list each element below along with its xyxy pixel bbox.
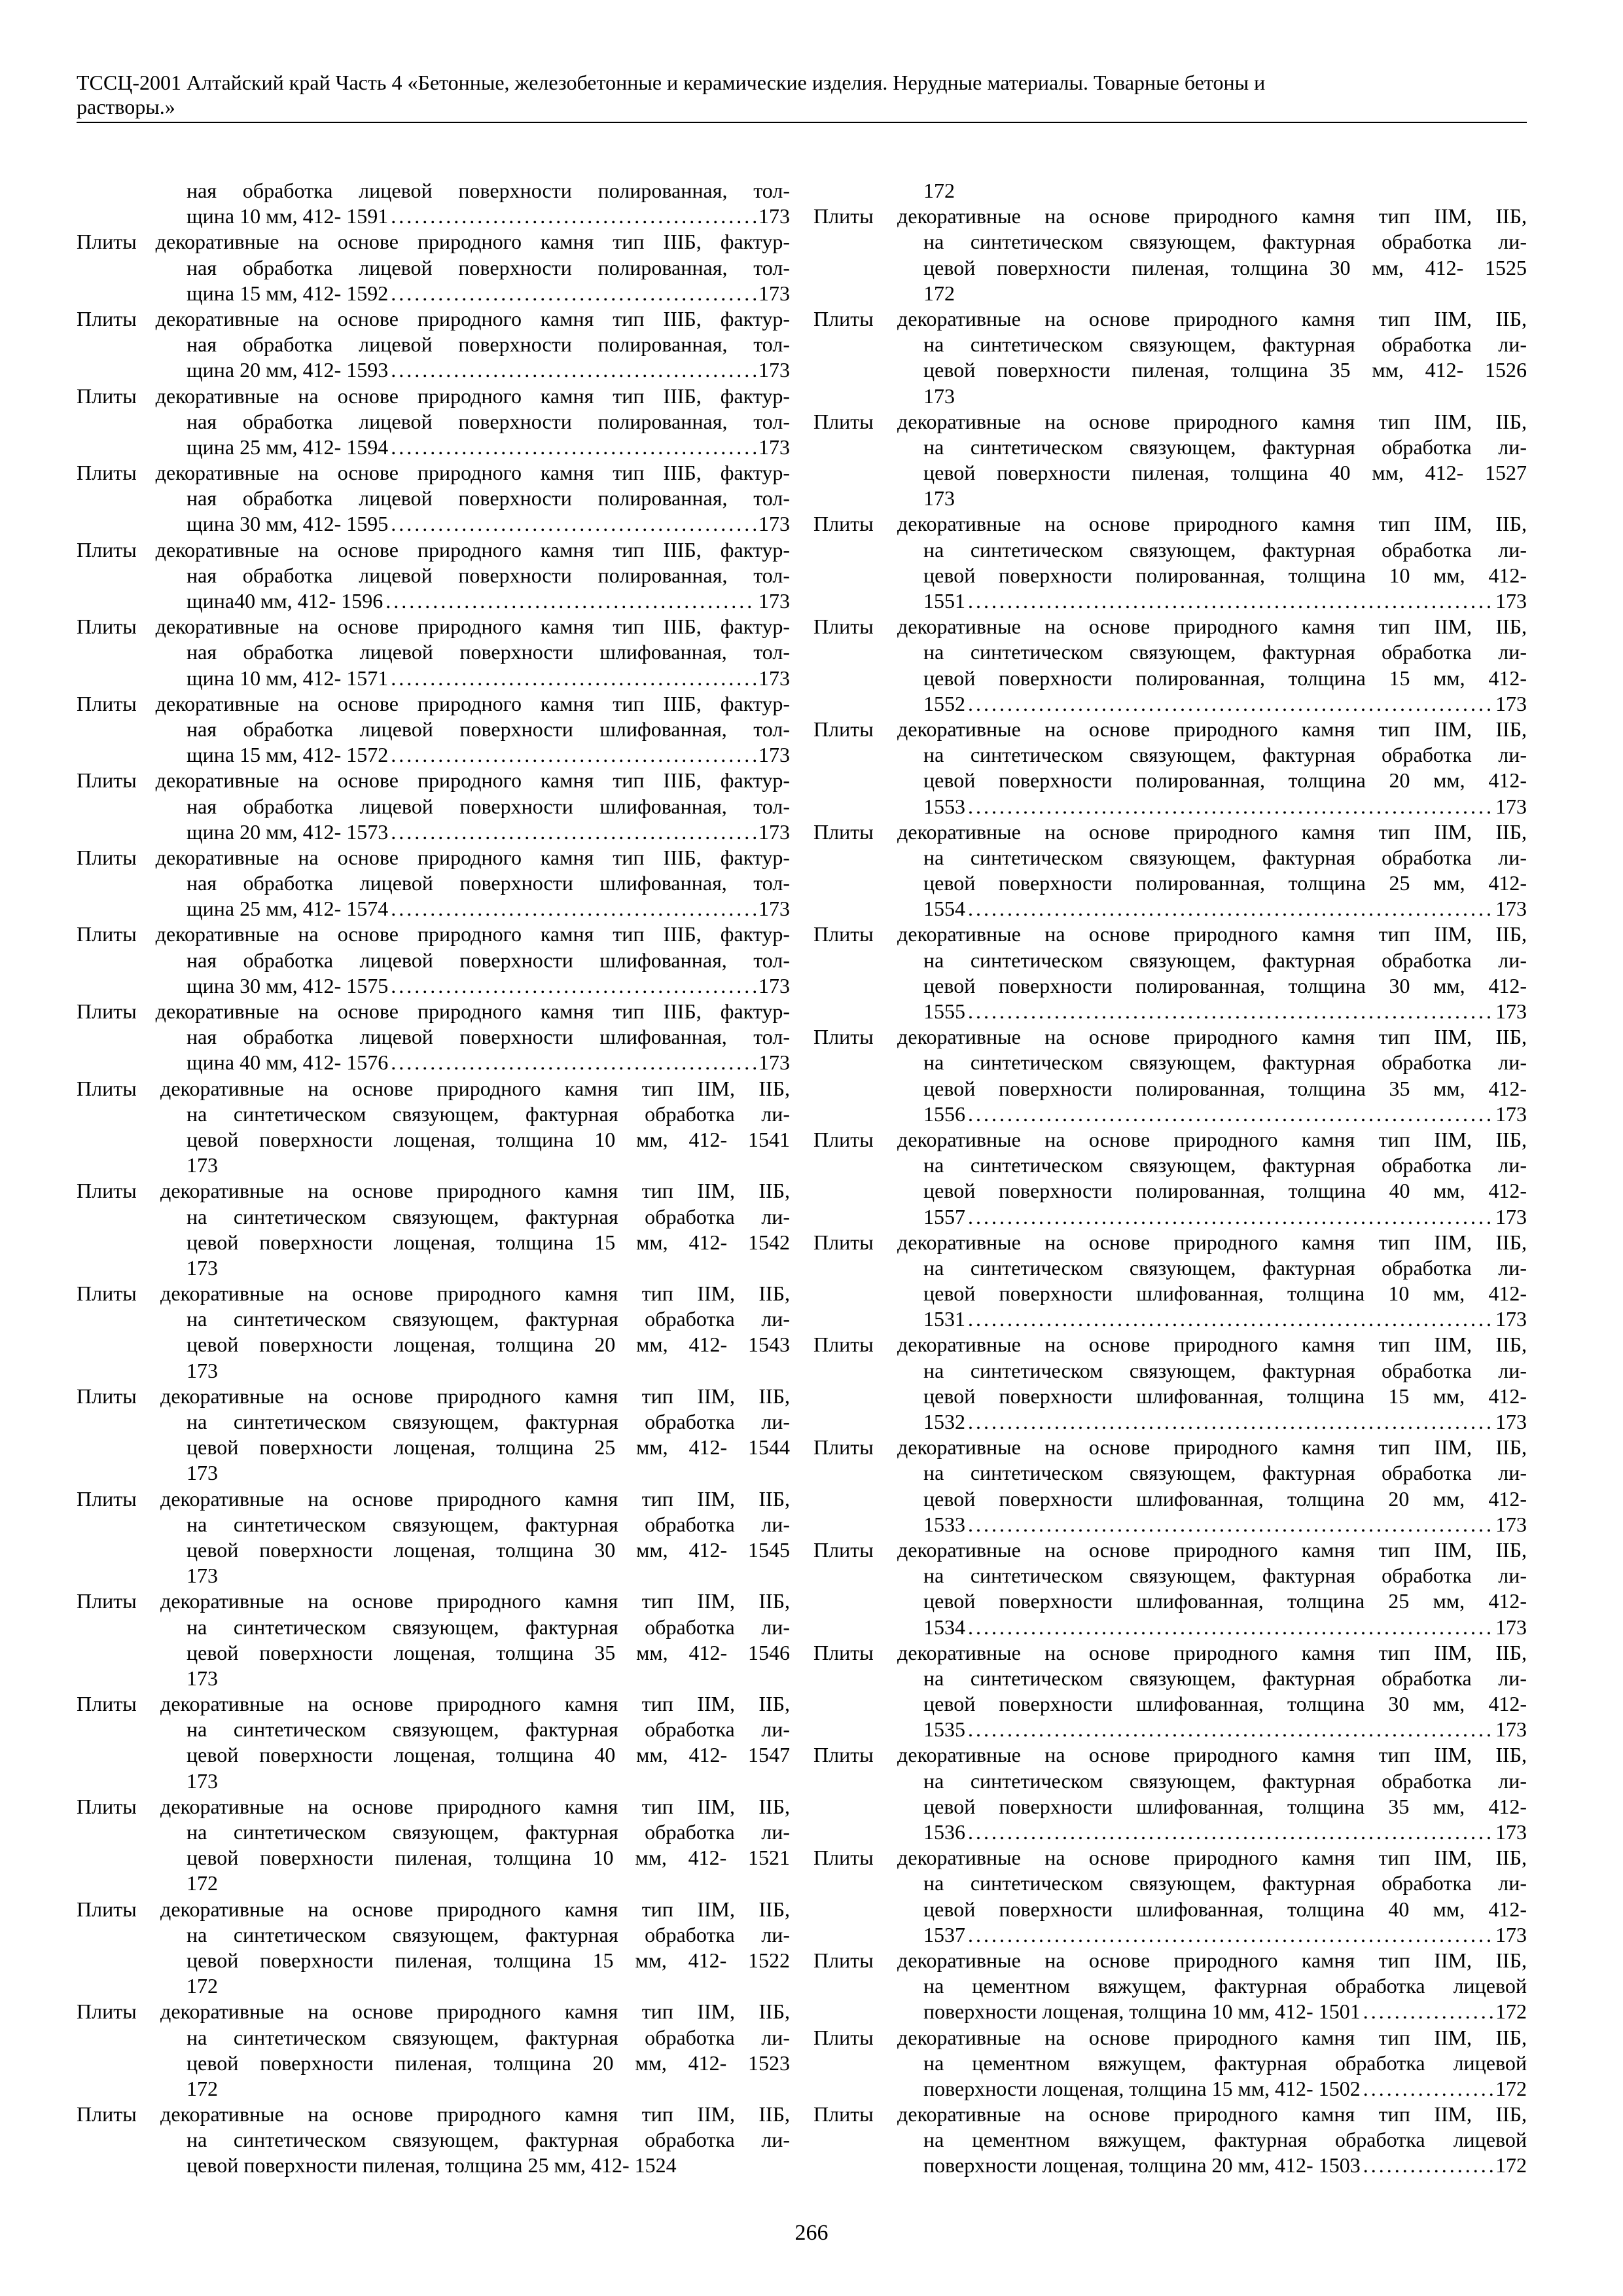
dot-leader bbox=[968, 896, 1493, 922]
entry-line: Плиты декоративные на основе природного камня тип IIМ, IIБ, bbox=[813, 1537, 1527, 1562]
entry-line: цевой поверхности полированная, толщина 15 мм, 412- bbox=[923, 666, 1527, 690]
entry-line: на синтетическом связующем, фактурная обработка ли- bbox=[923, 1358, 1527, 1382]
index-entry bbox=[77, 178, 790, 229]
entry-leader-text: щина 10 мм, 412- 1591 bbox=[187, 204, 389, 228]
entry-page-ref: 173 bbox=[1495, 1615, 1527, 1639]
entry-leader-text: 1551 bbox=[923, 589, 965, 613]
entry-line: на синтетическом связующем, фактурная обработка ли- bbox=[923, 1255, 1527, 1280]
entry-line: 173 bbox=[187, 1255, 218, 1280]
entry-line: ная обработка лицевой поверхности шлифованная, тол- bbox=[187, 948, 790, 972]
entry-leader-text: 1532 bbox=[923, 1410, 965, 1433]
entry-line: цевой поверхности шлифованная, толщина 30 мм, 412- bbox=[923, 1692, 1527, 1716]
index-entry bbox=[813, 922, 1527, 1024]
entry-leader-line bbox=[77, 281, 790, 306]
entry-line: Плиты декоративные на основе природного камня тип IIМ, IIБ, bbox=[77, 1282, 790, 1306]
entry-leader-line bbox=[813, 1615, 1527, 1640]
entry-line: Плиты декоративные на основе природного камня тип IIМ, IIБ, bbox=[77, 1384, 790, 1408]
entry-leader-text: поверхности лощеная, толщина 10 мм, 412- 1501 bbox=[923, 2000, 1361, 2024]
entry-leader-line bbox=[813, 1922, 1527, 1948]
entry-line: на синтетическом связующем, фактурная обработка ли- bbox=[187, 1410, 790, 1433]
entry-leader-text: щина 25 мм, 412- 1594 bbox=[187, 435, 389, 459]
entry-leader-text: 1556 bbox=[923, 1102, 965, 1126]
dot-leader bbox=[968, 1922, 1493, 1948]
entry-line: цевой поверхности лощеная, толщина 25 мм, 412- 1544 bbox=[187, 1435, 790, 1460]
dot-leader bbox=[1363, 2153, 1493, 2178]
entry-line: на цементном вяжущем, фактурная обработка лицевой bbox=[923, 1974, 1527, 1998]
entry-line: на синтетическом связующем, фактурная обработка ли- bbox=[923, 230, 1527, 254]
entry-line: Плиты декоративные на основе природного камня тип IIМ, IIБ, bbox=[813, 717, 1527, 741]
entry-line: Плиты декоративные на основе природного камня тип IIIБ, фактур- bbox=[77, 922, 790, 946]
index-entry bbox=[77, 229, 790, 306]
dot-leader bbox=[968, 794, 1493, 819]
entry-line: ная обработка лицевой поверхности полированная, тол- bbox=[187, 332, 790, 357]
dot-leader bbox=[968, 588, 1493, 614]
entry-leader-text: 1557 bbox=[923, 1204, 965, 1229]
running-header bbox=[77, 71, 1527, 119]
index-entry bbox=[813, 1127, 1527, 1230]
dot-leader bbox=[391, 742, 756, 768]
entry-leader-text: 1555 bbox=[923, 999, 965, 1023]
entry-line: 173 bbox=[187, 1461, 218, 1485]
entry-line: 172 bbox=[187, 2076, 218, 2100]
entry-page-ref: 173 bbox=[758, 281, 790, 305]
entry-line: Плиты декоративные на основе природного камня тип IIIБ, фактур- bbox=[77, 230, 790, 254]
entry-line: цевой поверхности лощеная, толщина 40 мм, 412- 1547 bbox=[187, 1743, 790, 1767]
entry-line: цевой поверхности лощеная, толщина 15 мм, 412- 1542 bbox=[187, 1230, 790, 1254]
entry-line: цевой поверхности лощеная, толщина 35 мм, 412- 1546 bbox=[187, 1640, 790, 1664]
index-entry bbox=[813, 511, 1527, 614]
entry-leader-line bbox=[77, 896, 790, 922]
entry-line: Плиты декоративные на основе природного камня тип IIМ, IIБ, bbox=[77, 2000, 790, 2024]
entry-leader-text: щина 20 мм, 412- 1573 bbox=[187, 819, 389, 844]
header-rule bbox=[77, 122, 1527, 123]
entry-leader-line bbox=[813, 896, 1527, 922]
index-entry bbox=[813, 178, 1527, 204]
entry-line: Плиты декоративные на основе природного камня тип IIМ, IIБ, bbox=[813, 306, 1527, 331]
entry-leader-line bbox=[77, 666, 790, 691]
entry-leader-text: 1554 bbox=[923, 897, 965, 921]
entry-leader-text: 1537 bbox=[923, 1922, 965, 1946]
dot-leader bbox=[968, 999, 1493, 1024]
entry-line: Плиты декоративные на основе природного камня тип IIМ, IIБ, bbox=[813, 2102, 1527, 2126]
entry-line: Плиты декоративные на основе природного камня тип IIIБ, фактур- bbox=[77, 384, 790, 408]
index-entry bbox=[813, 1024, 1527, 1127]
entry-line: 173 bbox=[187, 1666, 218, 1690]
entry-line: ная обработка лицевой поверхности полированная, тол- bbox=[187, 179, 790, 202]
entry-line: цевой поверхности пиленая, толщина 25 мм, 412- 1524 bbox=[187, 2153, 677, 2178]
entry-leader-line bbox=[813, 1102, 1527, 1127]
entry-leader-text: поверхности лощеная, толщина 15 мм, 412- 1502 bbox=[923, 2076, 1361, 2100]
entry-line: цевой поверхности шлифованная, толщина 40 мм, 412- bbox=[923, 1897, 1527, 1921]
entry-leader-line bbox=[77, 819, 790, 845]
index-entry bbox=[77, 1486, 790, 1589]
entry-line: на синтетическом связующем, фактурная обработка ли- bbox=[187, 1102, 790, 1126]
index-column-right bbox=[813, 178, 1527, 2179]
entry-line: на цементном вяжущем, фактурная обработка лицевой bbox=[923, 2128, 1527, 2152]
index-entry bbox=[813, 306, 1527, 409]
entry-leader-text: 1531 bbox=[923, 1307, 965, 1331]
entry-line: Плиты декоративные на основе природного камня тип IIМ, IIБ, bbox=[77, 1589, 790, 1613]
header-line-1: ТССЦ-2001 Алтайский край Часть 4 «Бетонные, железобетонные и керамические изделия. Нерудные материалы. Товарные бетоны и bbox=[77, 71, 1266, 94]
entry-line: 173 bbox=[923, 384, 955, 408]
index-entry bbox=[77, 306, 790, 384]
entry-page-ref: 173 bbox=[1495, 1717, 1527, 1742]
entry-page-ref: 173 bbox=[758, 897, 790, 921]
entry-page-ref: 173 bbox=[1495, 1820, 1527, 1844]
dot-leader bbox=[968, 1204, 1493, 1230]
index-entry bbox=[77, 845, 790, 922]
entry-line: цевой поверхности шлифованная, толщина 35 мм, 412- bbox=[923, 1794, 1527, 1818]
entry-leader-text: щина40 мм, 412- 1596 bbox=[187, 589, 383, 613]
entry-line: ная обработка лицевой поверхности шлифованная, тол- bbox=[187, 640, 790, 664]
entry-leader-line bbox=[77, 204, 790, 229]
entry-page-ref: 173 bbox=[758, 819, 790, 844]
entry-page-ref: 173 bbox=[1495, 1512, 1527, 1536]
entry-line: Плиты декоративные на основе природного камня тип IIIБ, фактур- bbox=[77, 615, 790, 639]
entry-line: ная обработка лицевой поверхности полированная, тол- bbox=[187, 255, 790, 279]
entry-page-ref: 173 bbox=[758, 358, 790, 382]
entry-line: на синтетическом связующем, фактурная обработка ли- bbox=[187, 2025, 790, 2049]
entry-line: ная обработка лицевой поверхности шлифованная, тол- bbox=[187, 717, 790, 741]
dot-leader bbox=[968, 1102, 1493, 1127]
entry-line: цевой поверхности шлифованная, толщина 25 мм, 412- bbox=[923, 1589, 1527, 1613]
entry-page-ref: 173 bbox=[758, 743, 790, 767]
entry-page-ref: 173 bbox=[1495, 1204, 1527, 1229]
index-entry bbox=[813, 1640, 1527, 1743]
entry-page-ref: 173 bbox=[1495, 1922, 1527, 1946]
entry-line: на синтетическом связующем, фактурная обработка ли- bbox=[187, 1204, 790, 1229]
index-entry bbox=[813, 2102, 1527, 2179]
entry-line: цевой поверхности пиленая, толщина 20 мм, 412- 1523 bbox=[187, 2051, 790, 2075]
entry-leader-line bbox=[813, 2076, 1527, 2102]
entry-leader-line bbox=[77, 973, 790, 999]
entry-leader-text: щина 40 мм, 412- 1576 bbox=[187, 1050, 389, 1075]
entry-line: цевой поверхности лощеная, толщина 20 мм, 412- 1543 bbox=[187, 1333, 790, 1357]
entry-page-ref: 172 bbox=[1495, 2153, 1527, 2178]
entry-leader-line bbox=[77, 511, 790, 537]
entry-page-ref: 173 bbox=[758, 1050, 790, 1075]
entry-line: ная обработка лицевой поверхности полированная, тол- bbox=[187, 563, 790, 587]
index-entry bbox=[77, 691, 790, 768]
entry-line: на синтетическом связующем, фактурная обработка ли- bbox=[923, 1461, 1527, 1485]
entry-leader-text: щина 10 мм, 412- 1571 bbox=[187, 666, 389, 690]
entry-leader-text: 1536 bbox=[923, 1820, 965, 1844]
entry-leader-line bbox=[813, 1306, 1527, 1332]
entry-page-ref: 173 bbox=[1495, 897, 1527, 921]
entry-line: Плиты декоративные на основе природного камня тип IIМ, IIБ, bbox=[813, 409, 1527, 433]
entry-leader-line bbox=[77, 1050, 790, 1075]
index-column-left bbox=[77, 178, 790, 2179]
entry-leader-line bbox=[813, 1204, 1527, 1230]
entry-line: цевой поверхности полированная, толщина 20 мм, 412- bbox=[923, 768, 1527, 793]
entry-line: Плиты декоративные на основе природного камня тип IIМ, IIБ, bbox=[813, 1948, 1527, 1972]
entry-leader-text: щина 20 мм, 412- 1593 bbox=[187, 358, 389, 382]
entry-leader-text: щина 15 мм, 412- 1572 bbox=[187, 743, 389, 767]
dot-leader bbox=[385, 588, 756, 614]
entry-leader-text: щина 15 мм, 412- 1592 bbox=[187, 281, 389, 305]
entry-line: на синтетическом связующем, фактурная обработка ли- bbox=[923, 845, 1527, 869]
entry-line: на синтетическом связующем, фактурная обработка ли- bbox=[187, 2128, 790, 2152]
entry-line: Плиты декоративные на основе природного камня тип IIМ, IIБ, bbox=[813, 1333, 1527, 1357]
entry-line: на цементном вяжущем, фактурная обработка лицевой bbox=[923, 2051, 1527, 2075]
entry-line: Плиты декоративные на основе природного камня тип IIМ, IIБ, bbox=[813, 1025, 1527, 1049]
entry-page-ref: 173 bbox=[1495, 1102, 1527, 1126]
entry-leader-line bbox=[813, 2153, 1527, 2178]
entry-line: ная обработка лицевой поверхности полированная, тол- bbox=[187, 409, 790, 433]
entry-leader-line bbox=[813, 588, 1527, 614]
entry-line: Плиты декоративные на основе природного камня тип IIМ, IIБ, bbox=[77, 1179, 790, 1203]
entry-leader-line bbox=[813, 999, 1527, 1024]
index-entry bbox=[813, 1845, 1527, 1948]
dot-leader bbox=[1363, 1999, 1493, 2024]
index-entry bbox=[77, 999, 790, 1076]
dot-leader bbox=[391, 204, 756, 229]
entry-line: цевой поверхности пиленая, толщина 30 мм, 412- 1525 bbox=[923, 255, 1527, 279]
dot-leader bbox=[391, 357, 756, 383]
header-line-2: растворы.» bbox=[77, 95, 175, 118]
entry-line: Плиты декоративные на основе природного камня тип IIМ, IIБ, bbox=[813, 512, 1527, 536]
entry-line: на синтетическом связующем, фактурная обработка ли- bbox=[923, 743, 1527, 767]
index-entry bbox=[813, 717, 1527, 819]
dot-leader bbox=[391, 1050, 756, 1075]
entry-line: Плиты декоративные на основе природного камня тип IIМ, IIБ, bbox=[813, 922, 1527, 946]
entry-line: цевой поверхности лощеная, толщина 30 мм, 412- 1545 bbox=[187, 1537, 790, 1562]
entry-line: цевой поверхности полированная, толщина 30 мм, 412- bbox=[923, 973, 1527, 997]
entry-leader-text: поверхности лощеная, толщина 20 мм, 412- 1503 bbox=[923, 2153, 1361, 2178]
index-entry bbox=[77, 768, 790, 845]
index-entry bbox=[813, 614, 1527, 717]
index-entry bbox=[77, 537, 790, 615]
entry-line: на синтетическом связующем, фактурная обработка ли- bbox=[187, 1307, 790, 1331]
index-entry bbox=[813, 1435, 1527, 1537]
entry-line: цевой поверхности полированная, толщина 25 мм, 412- bbox=[923, 871, 1527, 895]
entry-line: Плиты декоративные на основе природного камня тип IIМ, IIБ, bbox=[813, 1435, 1527, 1460]
entry-line: ная обработка лицевой поверхности шлифованная, тол- bbox=[187, 871, 790, 895]
entry-line: Плиты декоративные на основе природного камня тип IIМ, IIБ, bbox=[813, 1743, 1527, 1767]
index-entry bbox=[77, 2102, 790, 2179]
entry-line: цевой поверхности полированная, толщина 10 мм, 412- bbox=[923, 563, 1527, 587]
index-entry bbox=[77, 1588, 790, 1691]
entry-line: на синтетическом связующем, фактурная обработка ли- bbox=[923, 1666, 1527, 1690]
dot-leader bbox=[391, 819, 756, 845]
index-entry bbox=[77, 1691, 790, 1794]
entry-line: на синтетическом связующем, фактурная обработка ли- bbox=[187, 1615, 790, 1639]
entry-line: 173 bbox=[923, 486, 955, 511]
entry-page-ref: 173 bbox=[758, 589, 790, 613]
entry-leader-line bbox=[813, 1717, 1527, 1742]
entry-line: цевой поверхности шлифованная, толщина 10 мм, 412- bbox=[923, 1282, 1527, 1306]
entry-line: Плиты декоративные на основе природного камня тип IIМ, IIБ, bbox=[77, 1897, 790, 1921]
entry-line: на синтетическом связующем, фактурная обработка ли- bbox=[923, 640, 1527, 664]
index-entry bbox=[813, 1537, 1527, 1640]
entry-leader-text: 1533 bbox=[923, 1512, 965, 1536]
entry-line: Плиты декоративные на основе природного камня тип IIМ, IIБ, bbox=[77, 2102, 790, 2126]
entry-leader-line bbox=[813, 1512, 1527, 1537]
entry-leader-line bbox=[813, 691, 1527, 717]
entry-leader-line bbox=[813, 1409, 1527, 1435]
entry-line: Плиты декоративные на основе природного камня тип IIМ, IIБ, bbox=[813, 1127, 1527, 1151]
entry-line: ная обработка лицевой поверхности полированная, тол- bbox=[187, 486, 790, 511]
entry-line: цевой поверхности пиленая, толщина 15 мм, 412- 1522 bbox=[187, 1948, 790, 1972]
entry-page-ref: 173 bbox=[1495, 794, 1527, 818]
dot-leader bbox=[391, 973, 756, 999]
index-entry bbox=[813, 1332, 1527, 1435]
entry-line: Плиты декоративные на основе природного камня тип IIIБ, фактур- bbox=[77, 999, 790, 1023]
entry-leader-text: щина 25 мм, 412- 1574 bbox=[187, 897, 389, 921]
entry-leader-text: 1535 bbox=[923, 1717, 965, 1742]
dot-leader bbox=[968, 1615, 1493, 1640]
index-entry bbox=[813, 204, 1527, 306]
entry-page-ref: 173 bbox=[1495, 589, 1527, 613]
entry-page-ref: 173 bbox=[758, 512, 790, 536]
dot-leader bbox=[968, 1306, 1493, 1332]
entry-line: Плиты декоративные на основе природного камня тип IIIБ, фактур- bbox=[77, 845, 790, 869]
entry-leader-line bbox=[77, 357, 790, 383]
entry-leader-line bbox=[77, 588, 790, 614]
index-entry bbox=[77, 922, 790, 999]
entry-page-ref: 173 bbox=[758, 973, 790, 997]
index-entry bbox=[77, 1076, 790, 1179]
dot-leader bbox=[391, 896, 756, 922]
entry-leader-text: 1552 bbox=[923, 691, 965, 715]
dot-leader bbox=[968, 1717, 1493, 1742]
entry-line: цевой поверхности лощеная, толщина 10 мм, 412- 1541 bbox=[187, 1127, 790, 1151]
dot-leader bbox=[968, 1820, 1493, 1845]
entry-line: Плиты декоративные на основе природного камня тип IIМ, IIБ, bbox=[813, 819, 1527, 844]
entry-line: 173 bbox=[187, 1358, 218, 1382]
entry-page-ref: 173 bbox=[1495, 691, 1527, 715]
index-entry bbox=[77, 1178, 790, 1281]
entry-line: Плиты декоративные на основе природного камня тип IIМ, IIБ, bbox=[77, 1692, 790, 1716]
entry-line: 173 bbox=[187, 1564, 218, 1588]
index-entry bbox=[77, 614, 790, 691]
index-entry bbox=[813, 1230, 1527, 1333]
entry-leader-text: 1553 bbox=[923, 794, 965, 818]
dot-leader bbox=[968, 1409, 1493, 1435]
dot-leader bbox=[968, 691, 1493, 717]
entry-line: на синтетическом связующем, фактурная обработка ли- bbox=[923, 332, 1527, 357]
entry-line: 172 bbox=[187, 1974, 218, 1998]
entry-line: цевой поверхности шлифованная, толщина 15 мм, 412- bbox=[923, 1384, 1527, 1408]
entry-line: на синтетическом связующем, фактурная обработка ли- bbox=[923, 537, 1527, 562]
entry-line: ная обработка лицевой поверхности шлифованная, тол- bbox=[187, 1025, 790, 1049]
entry-line: на синтетическом связующем, фактурная обработка ли- bbox=[187, 1922, 790, 1946]
dot-leader bbox=[391, 666, 756, 691]
entry-line: ная обработка лицевой поверхности шлифованная, тол- bbox=[187, 794, 790, 818]
dot-leader bbox=[968, 1512, 1493, 1537]
entry-line: Плиты декоративные на основе природного камня тип IIМ, IIБ, bbox=[813, 615, 1527, 639]
entry-page-ref: 172 bbox=[1495, 2000, 1527, 2024]
index-entry bbox=[813, 1742, 1527, 1845]
index-entry bbox=[77, 1384, 790, 1486]
entry-line: на синтетическом связующем, фактурная обработка ли- bbox=[923, 1768, 1527, 1793]
entry-line: цевой поверхности шлифованная, толщина 20 мм, 412- bbox=[923, 1486, 1527, 1511]
entry-line: 172 bbox=[923, 281, 955, 305]
entry-line: 173 bbox=[187, 1768, 218, 1793]
entry-leader-line bbox=[813, 794, 1527, 819]
entry-leader-text: 1534 bbox=[923, 1615, 965, 1639]
dot-leader bbox=[391, 435, 756, 460]
entry-line: цевой поверхности полированная, толщина 40 мм, 412- bbox=[923, 1179, 1527, 1203]
entry-page-ref: 173 bbox=[1495, 1307, 1527, 1331]
entry-page-ref: 173 bbox=[758, 435, 790, 459]
dot-leader bbox=[391, 511, 756, 537]
entry-line: Плиты декоративные на основе природного камня тип IIМ, IIБ, bbox=[813, 1640, 1527, 1664]
dot-leader bbox=[391, 281, 756, 306]
page-number: 266 bbox=[794, 2221, 829, 2245]
entry-leader-line bbox=[77, 435, 790, 460]
entry-line: Плиты декоративные на основе природного камня тип IIIБ, фактур- bbox=[77, 537, 790, 562]
entry-line: Плиты декоративные на основе природного камня тип IIМ, IIБ, bbox=[77, 1486, 790, 1511]
entry-line: Плиты декоративные на основе природного камня тип IIМ, IIБ, bbox=[77, 1794, 790, 1818]
index-entry bbox=[813, 1948, 1527, 2025]
entry-line: на синтетическом связующем, фактурная обработка ли- bbox=[923, 1050, 1527, 1075]
entry-page-ref: 173 bbox=[1495, 1410, 1527, 1433]
entry-line: Плиты декоративные на основе природного камня тип IIМ, IIБ, bbox=[77, 1076, 790, 1100]
index-entry bbox=[77, 384, 790, 461]
entry-page-ref: 172 bbox=[1495, 2076, 1527, 2100]
entry-line: на синтетическом связующем, фактурная обработка ли- bbox=[187, 1512, 790, 1536]
entry-line: цевой поверхности полированная, толщина 35 мм, 412- bbox=[923, 1076, 1527, 1100]
entry-line: на синтетическом связующем, фактурная обработка ли- bbox=[923, 1153, 1527, 1177]
index-entry bbox=[77, 1281, 790, 1384]
entry-line: Плиты декоративные на основе природного камня тип IIIБ, фактур- bbox=[77, 306, 790, 331]
entry-line: цевой поверхности пиленая, толщина 35 мм, 412- 1526 bbox=[923, 358, 1527, 382]
entry-leader-line bbox=[813, 1820, 1527, 1845]
entry-page-ref: 173 bbox=[758, 666, 790, 690]
entry-leader-text: щина 30 мм, 412- 1595 bbox=[187, 512, 389, 536]
index-entry bbox=[77, 1794, 790, 1897]
entry-line: на синтетическом связующем, фактурная обработка ли- bbox=[187, 1820, 790, 1844]
entry-leader-line bbox=[813, 1999, 1527, 2024]
entry-leader-text: щина 30 мм, 412- 1575 bbox=[187, 973, 389, 997]
index-entry bbox=[77, 1999, 790, 2102]
entry-line: цевой поверхности пиленая, толщина 10 мм, 412- 1521 bbox=[187, 1846, 790, 1870]
entry-line: на синтетическом связующем, фактурная обработка ли- bbox=[923, 435, 1527, 459]
entry-page-ref: 173 bbox=[1495, 999, 1527, 1023]
index-entry bbox=[813, 409, 1527, 512]
entry-page-ref: 173 bbox=[758, 204, 790, 228]
entry-line: Плиты декоративные на основе природного камня тип IIМ, IIБ, bbox=[813, 204, 1527, 228]
entry-line: Плиты декоративные на основе природного камня тип IIIБ, фактур- bbox=[77, 768, 790, 793]
entry-line: цевой поверхности пиленая, толщина 40 мм, 412- 1527 bbox=[923, 461, 1527, 485]
entry-line: на синтетическом связующем, фактурная обработка ли- bbox=[923, 948, 1527, 972]
entry-line: на синтетическом связующем, фактурная обработка ли- bbox=[923, 1871, 1527, 1895]
dot-leader bbox=[1363, 2076, 1493, 2102]
entry-line: 173 bbox=[187, 1153, 218, 1177]
entry-line: 172 bbox=[923, 179, 955, 202]
entry-line: Плиты декоративные на основе природного камня тип IIМ, IIБ, bbox=[813, 1230, 1527, 1254]
entry-line: Плиты декоративные на основе природного камня тип IIIБ, фактур- bbox=[77, 461, 790, 485]
index-entry bbox=[813, 819, 1527, 922]
index-entry bbox=[813, 2025, 1527, 2102]
index-entry bbox=[77, 460, 790, 537]
entry-line: 172 bbox=[187, 1871, 218, 1895]
index-entry bbox=[77, 1897, 790, 2000]
entry-line: Плиты декоративные на основе природного камня тип IIМ, IIБ, bbox=[813, 1846, 1527, 1870]
entry-leader-line bbox=[77, 742, 790, 768]
entry-line: на синтетическом связующем, фактурная обработка ли- bbox=[187, 1717, 790, 1742]
entry-line: на синтетическом связующем, фактурная обработка ли- bbox=[923, 1564, 1527, 1588]
entry-line: Плиты декоративные на основе природного камня тип IIМ, IIБ, bbox=[813, 2025, 1527, 2049]
entry-line: Плиты декоративные на основе природного камня тип IIIБ, фактур- bbox=[77, 691, 790, 715]
